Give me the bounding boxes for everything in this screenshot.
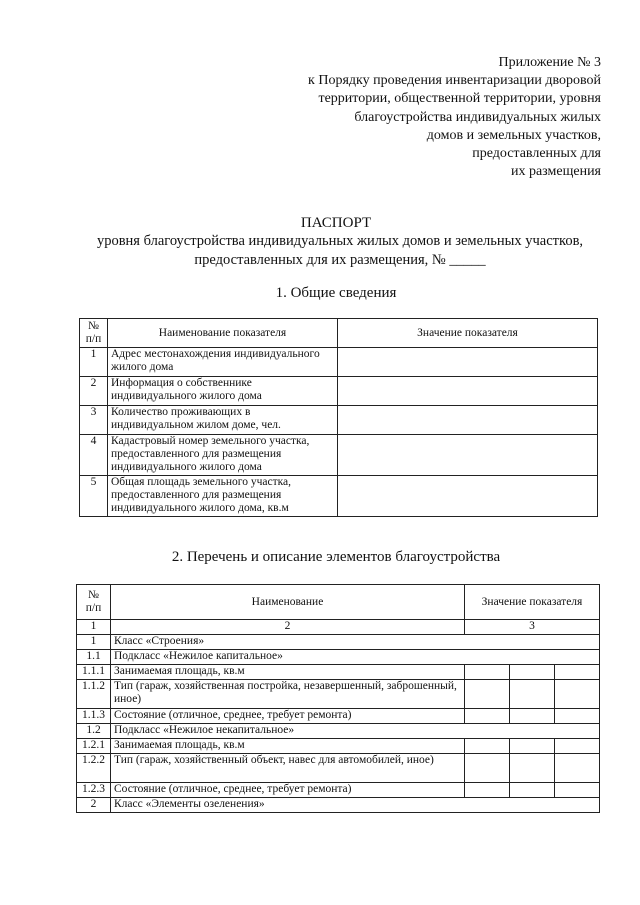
row-name: Адрес местонахождения индивидуального жилого дома xyxy=(108,348,338,377)
value-cell[interactable] xyxy=(465,783,510,798)
row-name: Количество проживающих в индивидуальном жилом доме, чел. xyxy=(108,406,338,435)
appendix-line: территории, общественной территории, уровня xyxy=(318,91,601,107)
appendix-line: благоустройства индивидуальных жилых xyxy=(354,109,601,125)
row-number: 1.2.3 xyxy=(77,783,111,798)
value-cell[interactable] xyxy=(510,739,555,754)
appendix-line: их размещения xyxy=(510,164,601,180)
item-row xyxy=(77,680,600,709)
value-cell[interactable] xyxy=(510,754,555,783)
row-number: 1.1.1 xyxy=(77,665,111,680)
row-value[interactable] xyxy=(338,406,598,435)
value-cell[interactable] xyxy=(555,680,600,709)
item-row xyxy=(77,739,600,754)
appendix-line: домов и земельных участков, xyxy=(426,127,601,143)
subtitle-line: уровня благоустройства индивидуальных жилых домов и земельных участков, xyxy=(96,233,584,249)
value-cell[interactable] xyxy=(510,665,555,680)
table-row xyxy=(80,348,598,377)
item-row xyxy=(77,783,600,798)
value-cell[interactable] xyxy=(465,680,510,709)
value-cell[interactable] xyxy=(555,709,600,724)
document-subtitle xyxy=(40,232,640,270)
row-value[interactable] xyxy=(338,377,598,406)
row-number: 1 xyxy=(77,635,111,650)
column-header-name: Наименование показателя xyxy=(108,319,338,348)
column-number: 1 xyxy=(77,620,111,635)
general-info-table xyxy=(79,318,598,517)
row-name: Подкласс «Нежилое капитальное» xyxy=(111,650,600,665)
row-name: Тип (гараж, хозяйственная постройка, незавершенный, заброшенный, иное) xyxy=(111,680,465,709)
subtitle-line: предоставленных для их размещения, № _____ xyxy=(194,252,486,268)
row-name: Общая площадь земельного участка, предоставленного для размещения индивидуального жилого дома, кв.м xyxy=(108,476,338,517)
table-row xyxy=(80,476,598,517)
class-row xyxy=(77,635,600,650)
appendix-line: предоставленных для xyxy=(472,146,601,162)
row-name: Класс «Элементы озеленения» xyxy=(111,798,600,813)
column-number: 2 xyxy=(111,620,465,635)
row-number: 3 xyxy=(80,406,108,435)
item-row xyxy=(77,709,600,724)
row-name: Состояние (отличное, среднее, требует ремонта) xyxy=(111,783,465,798)
section-1-heading: 1. Общие сведения xyxy=(275,285,397,301)
subclass-row xyxy=(77,650,600,665)
row-number: 1.2.2 xyxy=(77,754,111,783)
appendix-line: к Порядку проведения инвентаризации дворовой xyxy=(308,73,601,89)
row-name: Тип (гараж, хозяйственный объект, навес для автомобилей, иное) xyxy=(111,754,465,783)
elements-table xyxy=(76,584,600,813)
row-name: Класс «Строения» xyxy=(111,635,600,650)
value-cell[interactable] xyxy=(510,783,555,798)
row-number: 1.1 xyxy=(77,650,111,665)
column-header-number: № п/п xyxy=(77,585,111,620)
table-row xyxy=(80,377,598,406)
column-header-value: Значение показателя xyxy=(465,585,600,620)
column-header-number: № п/п xyxy=(80,319,108,348)
row-number: 2 xyxy=(80,377,108,406)
value-cell[interactable] xyxy=(510,709,555,724)
value-cell[interactable] xyxy=(555,665,600,680)
column-header-value: Значение показателя xyxy=(338,319,598,348)
appendix-note xyxy=(280,54,601,181)
value-cell[interactable] xyxy=(465,665,510,680)
row-number: 1 xyxy=(80,348,108,377)
section-2-heading: 2. Перечень и описание элементов благоустройства xyxy=(171,549,501,565)
item-row xyxy=(77,754,600,783)
row-value[interactable] xyxy=(338,348,598,377)
row-value[interactable] xyxy=(338,476,598,517)
item-row xyxy=(77,665,600,680)
value-cell[interactable] xyxy=(555,754,600,783)
table-row xyxy=(80,406,598,435)
row-number: 1.2.1 xyxy=(77,739,111,754)
column-number: 3 xyxy=(465,620,600,635)
row-number: 1.1.3 xyxy=(77,709,111,724)
value-cell[interactable] xyxy=(555,739,600,754)
value-cell[interactable] xyxy=(465,709,510,724)
row-name: Информация о собственнике индивидуального жилого дома xyxy=(108,377,338,406)
value-cell[interactable] xyxy=(555,783,600,798)
row-number: 5 xyxy=(80,476,108,517)
row-name: Кадастровый номер земельного участка, предоставленного для размещения индивидуального жилого дома xyxy=(108,435,338,476)
value-cell[interactable] xyxy=(465,739,510,754)
subclass-row xyxy=(77,724,600,739)
document-title: ПАСПОРТ xyxy=(300,215,372,231)
row-value[interactable] xyxy=(338,435,598,476)
row-name: Подкласс «Нежилое некапитальное» xyxy=(111,724,600,739)
row-name: Занимаемая площадь, кв.м xyxy=(111,665,465,680)
row-number: 2 xyxy=(77,798,111,813)
appendix-line: Приложение № 3 xyxy=(498,55,601,70)
row-name: Занимаемая площадь, кв.м xyxy=(111,739,465,754)
value-cell[interactable] xyxy=(465,754,510,783)
column-numbering-row xyxy=(77,620,600,635)
table-row xyxy=(80,435,598,476)
value-cell[interactable] xyxy=(510,680,555,709)
column-header-name: Наименование xyxy=(111,585,465,620)
row-name: Состояние (отличное, среднее, требует ремонта) xyxy=(111,709,465,724)
row-number: 4 xyxy=(80,435,108,476)
row-number: 1.1.2 xyxy=(77,680,111,709)
class-row xyxy=(77,798,600,813)
row-number: 1.2 xyxy=(77,724,111,739)
